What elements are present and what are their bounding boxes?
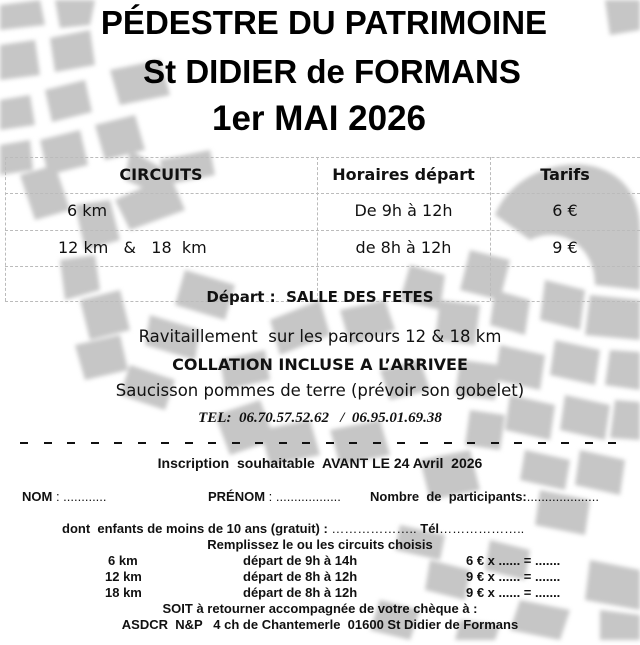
- depart-location: Départ : SALLE DES FETES: [206, 288, 434, 306]
- nom-label: NOM: [22, 489, 53, 504]
- tarif-cell: 9 €: [552, 238, 578, 257]
- prenom-blank: : ..................: [265, 489, 341, 504]
- participants-label: Nombre de participants:: [370, 489, 527, 504]
- return-instruction: SOIT à retourner accompagnée de votre chèque à :: [162, 601, 478, 616]
- tel-label: TEL: [198, 410, 227, 426]
- circuit-calc-field[interactable]: 9 € x ...... = .......: [466, 569, 561, 584]
- circuit-depart: départ de 9h à 14h: [243, 553, 358, 568]
- return-address: ASDCR N&P 4 ch de Chantemerle 01600 St Didier de Formans: [121, 617, 519, 632]
- event-title: PÉDESTRE DU PATRIMOINE: [100, 4, 548, 41]
- enfants-blank: ………………..: [331, 521, 421, 536]
- tel-field-label: Tél: [420, 521, 440, 536]
- ravitaillement-text: Ravitaillement sur les parcours 12 & 18 km: [138, 327, 502, 346]
- table-divider: [5, 266, 640, 267]
- table-divider: [5, 193, 640, 194]
- prenom-field[interactable]: [208, 489, 341, 504]
- contact-phone: [0, 410, 640, 427]
- column-header-tarifs: Tarifs: [540, 165, 590, 184]
- collation-text: COLLATION INCLUSE A L’ARRIVEE: [172, 355, 468, 374]
- cut-line-divider: [20, 432, 640, 444]
- enfants-label: dont enfants de moins de 10 ans (gratuit) :: [62, 521, 332, 536]
- nom-blank: : ............: [52, 489, 107, 504]
- table-divider: [5, 230, 640, 231]
- participants-field[interactable]: [370, 489, 599, 504]
- table-divider: [5, 157, 640, 158]
- circuit-depart: départ de 8h à 12h: [243, 569, 358, 584]
- horaire-cell: De 9h à 12h: [354, 201, 453, 220]
- event-date: 1er MAI 2026: [211, 99, 427, 138]
- column-header-horaires: Horaires départ: [332, 165, 475, 184]
- event-location: St DIDIER de FORMANS: [143, 53, 521, 90]
- circuit-distance: 18 km: [105, 585, 142, 600]
- circuit-distance: 6 km: [108, 553, 138, 568]
- prenom-label: PRÉNOM: [208, 489, 266, 504]
- circuit-depart: départ de 8h à 12h: [243, 585, 358, 600]
- inscription-deadline: Inscription souhaitable AVANT LE 24 Avril 2026: [157, 455, 483, 471]
- circuit-cell: 6 km: [67, 201, 108, 220]
- tel-blank: ………………..: [439, 521, 525, 536]
- nom-field[interactable]: [22, 489, 107, 504]
- circuits-instruction: Remplissez le ou les circuits choisis: [207, 537, 433, 552]
- saucisson-text: Saucisson pommes de terre (prévoir son gobelet): [115, 381, 525, 400]
- tarif-cell: 6 €: [552, 201, 578, 220]
- tel-numbers: : 06.70.57.52.62 / 06.95.01.69.38: [226, 410, 442, 426]
- column-header-circuits: CIRCUITS: [119, 165, 203, 184]
- circuit-cell: 12 km & 18 km: [58, 238, 207, 257]
- circuit-calc-field[interactable]: 6 € x ...... = .......: [466, 553, 561, 568]
- horaire-cell: de 8h à 12h: [355, 238, 452, 257]
- enfants-field[interactable]: [62, 521, 524, 536]
- circuit-distance: 12 km: [105, 569, 142, 584]
- participants-blank: ....................: [526, 489, 599, 504]
- circuit-calc-field[interactable]: 9 € x ...... = .......: [466, 585, 561, 600]
